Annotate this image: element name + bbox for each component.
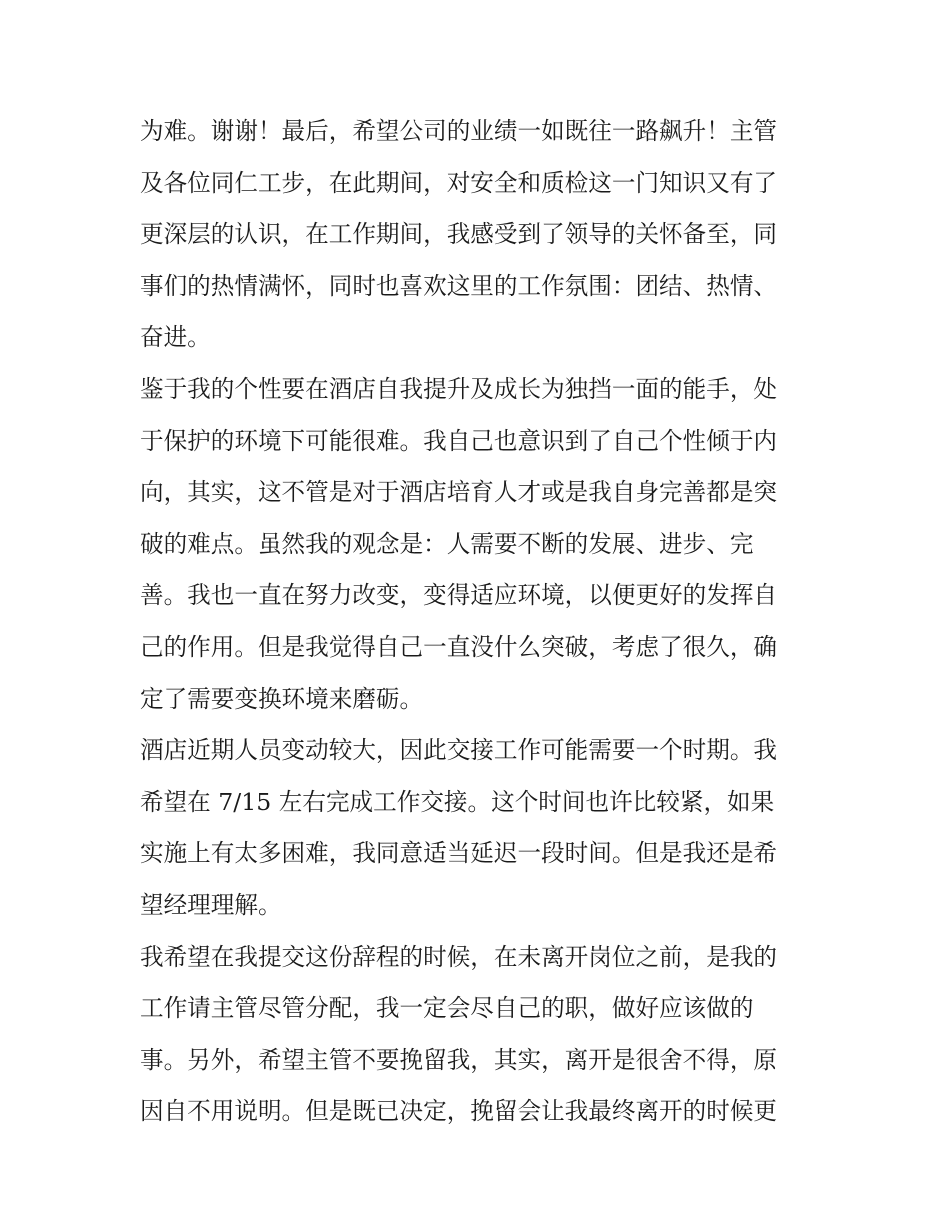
text-line: 我希望在我提交这份辞程的时候，在未离开岗位之前，是我的 — [140, 942, 778, 971]
text-line: 望经理理解。 — [140, 890, 282, 919]
text-line: 善。我也一直在努力改变，变得适应环境，以便更好的发挥自 — [140, 581, 778, 610]
text-line: 破的难点。虽然我的观念是：人需要不断的发展、进步、完 — [140, 529, 754, 558]
text-line: 工作请主管尽管分配，我一定会尽自己的职，做好应该做的 — [140, 994, 754, 1023]
text-line: 于保护的环境下可能很难。我自己也意识到了自己个性倾于内 — [140, 426, 778, 455]
text-line: 因自不用说明。但是既已决定，挽留会让我最终离开的时候更 — [140, 1097, 778, 1126]
text-line: 更深层的认识，在工作期间，我感受到了领导的关怀备至，同 — [140, 220, 778, 249]
body-text — [140, 106, 820, 1138]
text-line: 实施上有太多困难，我同意适当延迟一段时间。但是我还是希 — [140, 839, 778, 868]
text-line: 向，其实，这不管是对于酒店培育人才或是我自身完善都是突 — [140, 478, 778, 507]
text-line: 及各位同仁工步，在此期间，对安全和质检这一门知识又有了 — [140, 168, 778, 197]
text-line: 事们的热情满怀，同时也喜欢这里的工作氛围：团结、热情、 — [140, 271, 778, 300]
text-line: 酒店近期人员变动较大，因此交接工作可能需要一个时期。我 — [140, 736, 778, 765]
text-line: 鉴于我的个性要在酒店自我提升及成长为独挡一面的能手，处 — [140, 374, 778, 403]
text-line: 定了需要变换环境来磨砺。 — [140, 684, 424, 713]
text-line: 事。另外，希望主管不要挽留我，其实，离开是很舍不得，原 — [140, 1045, 778, 1074]
text-line: 为难。谢谢！最后，希望公司的业绩一如既往一路飙升！主管 — [140, 117, 778, 145]
text-line: 希望在 7/15 左右完成工作交接。这个时间也许比较紧，如果 — [140, 787, 775, 816]
text-line: 己的作用。但是我觉得自己一直没什么突破，考虑了很久，确 — [140, 632, 778, 661]
text-line: 奋进。 — [140, 323, 211, 352]
